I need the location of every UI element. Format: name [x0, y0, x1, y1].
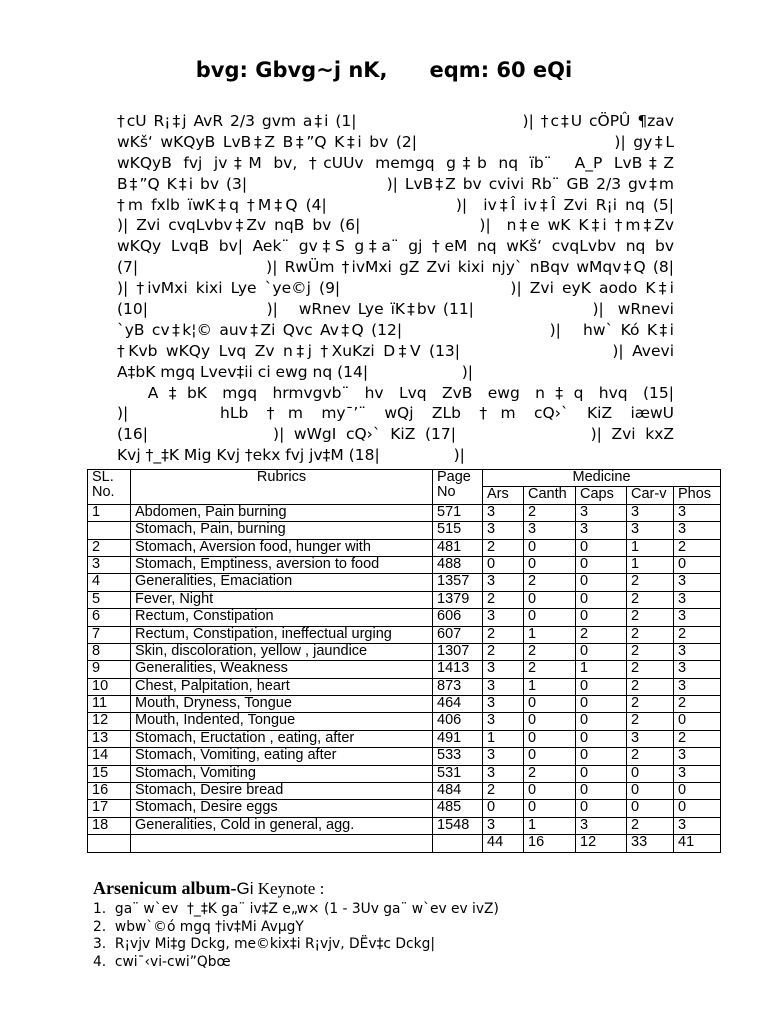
score-cell: 3 [674, 609, 721, 626]
page-cell: 873 [433, 678, 483, 695]
list-item: 2. wbw`©ó mgq †iv‡Mi AvµgY [93, 918, 304, 935]
score-cell: 2 [627, 817, 674, 834]
score-cell: 2 [627, 609, 674, 626]
score-cell: 0 [576, 730, 627, 747]
empty-cell [131, 835, 433, 852]
score-cell: 3 [483, 522, 524, 539]
score-cell: 2 [524, 574, 576, 591]
score-cell: 3 [483, 609, 524, 626]
score-cell: 3 [576, 817, 627, 834]
case-line: )| †ivMxi kixi Lye `ye©j (9| )| Zvi eyK aodo K‡i [117, 279, 674, 298]
case-line: `yB cv‡k¦© auv‡Zi Qvc Av‡Q (12| )| hw` Kó K‡i [117, 320, 674, 339]
score-cell: 0 [576, 609, 627, 626]
page-cell: 1548 [433, 817, 483, 834]
sl-cell: 5 [88, 591, 131, 608]
score-cell: 3 [674, 817, 721, 834]
page-cell: 488 [433, 556, 483, 573]
total-cell: 12 [576, 835, 627, 852]
score-cell: 1 [524, 626, 576, 643]
list-item: 1. ga¨ w`ev †_‡K ga¨ iv‡Z e„w× (1 - 3Uv ga¨ w`ev ev ivZ) [93, 901, 499, 917]
table-row [88, 661, 721, 678]
table-row [88, 817, 721, 834]
patient-name: bvg: Gbvg~j nK, [195, 58, 388, 82]
sl-cell: 9 [88, 661, 131, 678]
sl-cell: 12 [88, 713, 131, 730]
table-row [88, 696, 721, 713]
rubric-cell: Chest, Palpitation, heart [131, 678, 433, 695]
score-cell: 2 [524, 643, 576, 660]
page-header: Page No [433, 470, 483, 505]
score-cell: 0 [627, 800, 674, 817]
table-row [88, 678, 721, 695]
score-cell: 3 [483, 678, 524, 695]
page-cell: 1307 [433, 643, 483, 660]
score-cell: 0 [524, 748, 576, 765]
table-row [88, 504, 721, 521]
patient-age: eqm: 60 eQi [429, 58, 573, 82]
total-cell: 44 [483, 835, 524, 852]
table-row [88, 800, 721, 817]
score-cell: 3 [483, 504, 524, 521]
score-cell: 0 [576, 800, 627, 817]
score-cell: 0 [576, 748, 627, 765]
page-cell: 531 [433, 765, 483, 782]
score-cell: 1 [627, 539, 674, 556]
page-cell: 1379 [433, 591, 483, 608]
score-cell: 2 [627, 661, 674, 678]
page-cell: 406 [433, 713, 483, 730]
score-cell: 1 [524, 817, 576, 834]
score-cell: 2 [483, 591, 524, 608]
case-line: wKš‘ wKQyB LvB‡Z B‡”Q K‡i bv (2| )| gy‡L [117, 132, 674, 151]
table-row [88, 730, 721, 747]
score-cell: 3 [627, 730, 674, 747]
case-line: )| Zvi cvqLvbv‡Zv nqB bv (6| )| n‡e wK K‡i †m‡Zv [117, 216, 674, 235]
score-cell: 0 [576, 678, 627, 695]
score-cell: 3 [483, 713, 524, 730]
score-cell: 0 [524, 730, 576, 747]
score-cell: 3 [483, 696, 524, 713]
total-cell: 41 [674, 835, 721, 852]
score-cell: 0 [576, 696, 627, 713]
score-cell: 0 [483, 556, 524, 573]
score-cell: 2 [627, 678, 674, 695]
score-cell: 0 [576, 783, 627, 800]
score-cell: 3 [483, 748, 524, 765]
empty-cell [88, 835, 131, 852]
score-cell: 0 [576, 539, 627, 556]
page-title [0, 58, 768, 82]
score-cell: 0 [524, 591, 576, 608]
empty-cell [433, 835, 483, 852]
rubrics-header: Rubrics [131, 470, 433, 505]
keynote-heading [93, 878, 324, 899]
sl-cell: 7 [88, 626, 131, 643]
case-line: wKQy LvqB bv| Aek¨ gv‡S g‡a¨ gj †eM nq wKš‘ cvqLvbv nq bv [117, 237, 674, 256]
rubric-cell: Rectum, Constipation [131, 609, 433, 626]
keynote-list [93, 901, 499, 971]
score-cell: 0 [674, 713, 721, 730]
score-cell: 2 [524, 504, 576, 521]
sl-cell: 14 [88, 748, 131, 765]
table-row [88, 591, 721, 608]
case-line: A‡bK mgq Lvev‡ii ci ewg nq (14| )| [117, 362, 473, 381]
sl-cell: 13 [88, 730, 131, 747]
score-cell: 2 [524, 765, 576, 782]
score-cell: 3 [674, 748, 721, 765]
page-cell: 484 [433, 783, 483, 800]
sl-cell: 18 [88, 817, 131, 834]
rubric-cell: Stomach, Desire bread [131, 783, 433, 800]
rubric-cell: Abdomen, Pain burning [131, 504, 433, 521]
case-line: A‡bK mgq hrmvgvb¨ hv Lvq ZvB ewg n‡q hvq (15| [117, 383, 674, 402]
table-row [88, 643, 721, 660]
score-cell: 0 [576, 643, 627, 660]
sl-cell: 15 [88, 765, 131, 782]
page-cell: 1413 [433, 661, 483, 678]
score-cell: 2 [627, 574, 674, 591]
total-cell: 33 [627, 835, 674, 852]
score-cell: 3 [627, 522, 674, 539]
score-cell: 3 [576, 504, 627, 521]
sl-cell: 11 [88, 696, 131, 713]
rubric-cell: Stomach, Desire eggs [131, 800, 433, 817]
score-cell: 1 [483, 730, 524, 747]
score-cell: 0 [524, 696, 576, 713]
score-cell: 2 [483, 783, 524, 800]
table-row [88, 556, 721, 573]
rubric-cell: Rectum, Constipation, ineffectual urging [131, 626, 433, 643]
score-cell: 3 [483, 765, 524, 782]
rubric-cell: Stomach, Eructation , eating, after [131, 730, 433, 747]
score-cell: 2 [524, 661, 576, 678]
score-cell: 3 [627, 504, 674, 521]
score-cell: 0 [524, 539, 576, 556]
score-cell: 2 [627, 748, 674, 765]
score-cell: 2 [627, 626, 674, 643]
list-item: 3. R¡vjv Mi‡g Dckg, me©kix‡i R¡vjv, DËv‡c Dckg| [93, 936, 435, 953]
page-cell: 485 [433, 800, 483, 817]
rubric-cell: Skin, discoloration, yellow , jaundice [131, 643, 433, 660]
table-row [88, 539, 721, 556]
score-cell: 0 [524, 783, 576, 800]
rubric-cell: Mouth, Indented, Tongue [131, 713, 433, 730]
sl-cell: 1 [88, 504, 131, 521]
score-cell: 1 [524, 678, 576, 695]
score-cell: 2 [627, 713, 674, 730]
score-cell: 3 [483, 817, 524, 834]
score-cell: 1 [627, 556, 674, 573]
score-cell: 0 [576, 556, 627, 573]
score-cell: 0 [576, 574, 627, 591]
sl-cell: 16 [88, 783, 131, 800]
table-row [88, 748, 721, 765]
case-line: †m fxlb ïwK‡q †M‡Q (4| )| iv‡Î iv‡Î Zvi R¡i nq (5| [117, 195, 674, 214]
medicine-col-header: Car-v [627, 487, 674, 504]
sl-cell: 6 [88, 609, 131, 626]
score-cell: 2 [674, 730, 721, 747]
score-cell: 0 [483, 800, 524, 817]
score-cell: 3 [483, 661, 524, 678]
score-cell: 0 [674, 783, 721, 800]
list-item: 4. cwi¯‹vi-cwi”Qbœ [93, 953, 231, 970]
score-cell: 0 [524, 609, 576, 626]
score-cell: 3 [674, 765, 721, 782]
table-row [88, 522, 721, 539]
repertorization-table [87, 469, 721, 853]
score-cell: 3 [674, 574, 721, 591]
page-cell: 464 [433, 696, 483, 713]
score-cell: 3 [576, 522, 627, 539]
score-cell: 2 [674, 696, 721, 713]
score-cell: 2 [674, 539, 721, 556]
score-cell: 2 [483, 539, 524, 556]
score-cell: 2 [627, 591, 674, 608]
score-cell: 2 [627, 643, 674, 660]
case-line: (16| )| wWgI cQ›` KiZ (17| )| Zvi kxZ [117, 425, 674, 444]
sl-cell: 10 [88, 678, 131, 695]
sl-cell [88, 522, 131, 539]
page-cell: 571 [433, 504, 483, 521]
case-line: B‡”Q K‡i bv (3| )| LvB‡Z bv cvivi Rb¨ GB 2/3 gv‡m [117, 174, 674, 193]
case-line: (10| )| wRnev Lye ïK‡bv (11| )| wRnevi [117, 300, 674, 319]
keynote-medicine-name: Arsenicum album- [93, 878, 237, 898]
rubric-cell: Generalities, Weakness [131, 661, 433, 678]
page-cell: 491 [433, 730, 483, 747]
medicine-col-header: Ars [483, 487, 524, 504]
score-cell: 0 [576, 765, 627, 782]
sl-cell: 8 [88, 643, 131, 660]
rubric-cell: Generalities, Emaciation [131, 574, 433, 591]
medicine-col-header: Caps [576, 487, 627, 504]
medicine-col-header: Phos [674, 487, 721, 504]
rubric-cell: Stomach, Vomiting [131, 765, 433, 782]
table-row [88, 574, 721, 591]
score-cell: 3 [674, 678, 721, 695]
score-cell: 3 [674, 661, 721, 678]
score-cell: 0 [576, 591, 627, 608]
rubric-cell: Stomach, Emptiness, aversion to food [131, 556, 433, 573]
total-cell: 16 [524, 835, 576, 852]
score-cell: 0 [674, 556, 721, 573]
medicine-col-header: Canth [524, 487, 576, 504]
table-row [88, 713, 721, 730]
table-row [88, 626, 721, 643]
score-cell: 0 [524, 800, 576, 817]
case-line: )| hLb †m my¯’¨ wQj ZLb †m cQ›` KiZ iæwU [117, 404, 674, 423]
page-cell: 1357 [433, 574, 483, 591]
keynote-suffix: Gi [236, 879, 254, 898]
sl-cell: 3 [88, 556, 131, 573]
page-cell: 606 [433, 609, 483, 626]
table-row [88, 783, 721, 800]
score-cell: 3 [674, 643, 721, 660]
case-history [117, 111, 674, 466]
table-row [88, 765, 721, 782]
score-cell: 1 [576, 661, 627, 678]
totals-row [88, 835, 721, 852]
score-cell: 3 [674, 504, 721, 521]
case-line: Kvj †_‡K Mig Kvj †ekx fvj jv‡M (18| )| [117, 446, 465, 465]
page-cell: 515 [433, 522, 483, 539]
page-cell: 607 [433, 626, 483, 643]
rubric-cell: Stomach, Aversion food, hunger with [131, 539, 433, 556]
score-cell: 3 [674, 522, 721, 539]
score-cell: 0 [524, 556, 576, 573]
case-line: (7| )| RwÜm †ivMxi gZ Zvi kixi njy` nBqv wMqv‡Q (8| [117, 258, 674, 277]
score-cell: 0 [524, 713, 576, 730]
rubric-cell: Mouth, Dryness, Tongue [131, 696, 433, 713]
rubric-cell: Stomach, Pain, burning [131, 522, 433, 539]
rubric-cell: Fever, Night [131, 591, 433, 608]
case-line: †cU R¡‡j AvR 2/3 gvm a‡i (1| )| †c‡U cÖPÛ ¶zav [117, 112, 674, 130]
score-cell: 0 [576, 713, 627, 730]
case-line: †Kvb wKQy Lvq Zv n‡j †XuKzi D‡V (13| )| Avevi [117, 341, 674, 360]
score-cell: 2 [627, 696, 674, 713]
score-cell: 0 [627, 765, 674, 782]
score-cell: 3 [674, 591, 721, 608]
case-line: wKQyB fvj jv‡M bv, †cUUv memgq g‡b nq ïb¨ A_P LvB‡Z [117, 153, 674, 172]
score-cell: 2 [483, 643, 524, 660]
page-cell: 533 [433, 748, 483, 765]
score-cell: 2 [576, 626, 627, 643]
score-cell: 3 [524, 522, 576, 539]
table-body [88, 504, 721, 852]
rubric-cell: Generalities, Cold in general, agg. [131, 817, 433, 834]
score-cell: 0 [674, 800, 721, 817]
sl-header: SL. No. [88, 470, 131, 505]
sl-cell: 17 [88, 800, 131, 817]
keynote-label: Keynote : [253, 879, 325, 898]
page-cell: 481 [433, 539, 483, 556]
medicine-header: Medicine [483, 470, 721, 487]
score-cell: 3 [483, 574, 524, 591]
score-cell: 2 [674, 626, 721, 643]
sl-cell: 4 [88, 574, 131, 591]
rubric-cell: Stomach, Vomiting, eating after [131, 748, 433, 765]
score-cell: 2 [483, 626, 524, 643]
score-cell: 0 [627, 783, 674, 800]
sl-cell: 2 [88, 539, 131, 556]
table-row [88, 609, 721, 626]
